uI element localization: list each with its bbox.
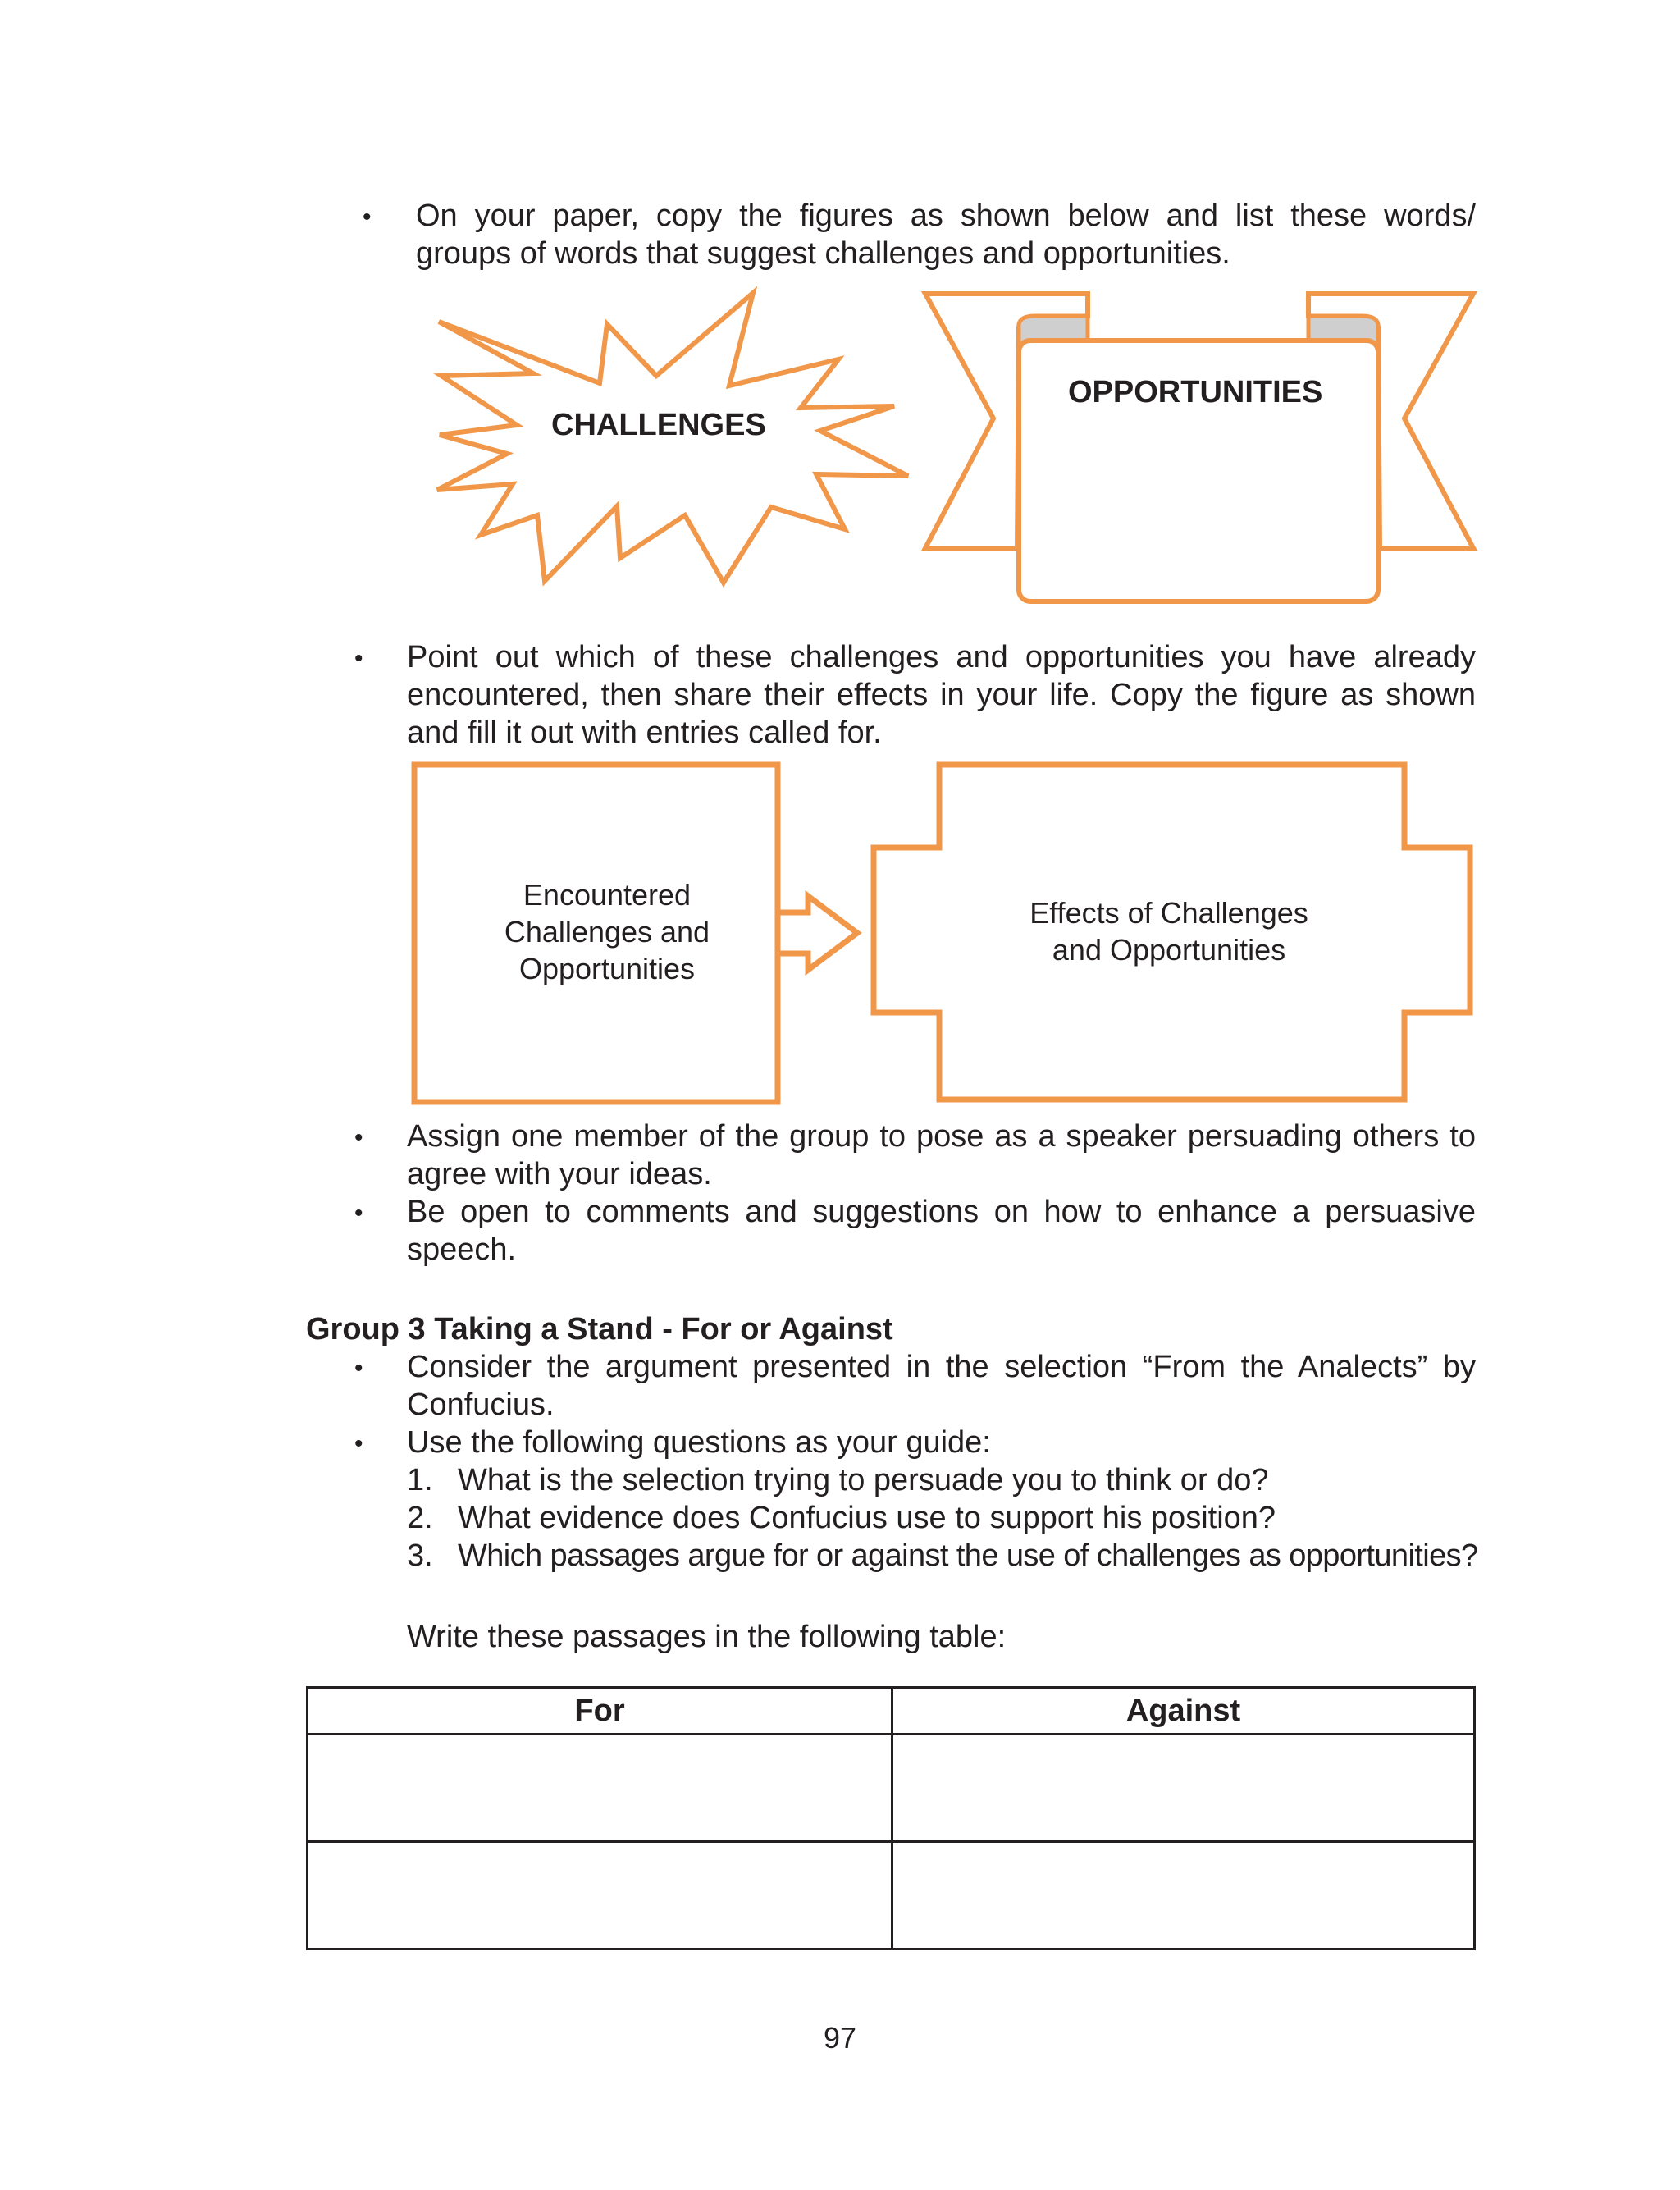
column-header-for: For bbox=[308, 1688, 892, 1735]
table-cell-for bbox=[308, 1735, 892, 1842]
table-cell-against bbox=[892, 1842, 1475, 1950]
bullet-marker: • bbox=[363, 203, 372, 231]
effects-box-label: Effects of Challenges and Opportunities bbox=[1029, 896, 1308, 967]
instruction-assign-speaker: Assign one member of the group to pose as a speaker persuading others to agree with your ideas. bbox=[407, 1119, 1476, 1191]
question-text: What is the selection trying to persuade you to think or do? bbox=[458, 1463, 1269, 1497]
bullet-marker: • bbox=[354, 645, 363, 672]
column-header-against: Against bbox=[892, 1688, 1475, 1735]
question-number: 2. bbox=[407, 1501, 433, 1535]
instruction-point-out: Point out which of these challenges and opportunities you have already encountered, then share their effects in your life. Copy the figure as shown and fill it out with entries called for. bbox=[407, 640, 1476, 750]
bullet-marker: • bbox=[354, 1430, 363, 1457]
encountered-box-label: Encountered Challenges and Opportunities bbox=[504, 878, 710, 985]
instruction-be-open: Be open to comments and suggestions on how to enhance a persuasive speech. bbox=[407, 1195, 1476, 1267]
for-against-table bbox=[306, 1686, 1476, 1950]
instruction-use-questions: Use the following questions as your guide: bbox=[407, 1425, 991, 1460]
question-text: What evidence does Confucius use to support his position? bbox=[458, 1501, 1276, 1535]
question-number: 3. bbox=[407, 1538, 433, 1573]
table-row bbox=[308, 1842, 1475, 1950]
table-row bbox=[308, 1735, 1475, 1842]
group3-heading: Group 3 Taking a Stand - For or Against bbox=[306, 1312, 893, 1346]
challenges-label: CHALLENGES bbox=[551, 408, 766, 442]
arrow-connector bbox=[778, 896, 857, 970]
page-number: 97 bbox=[823, 2021, 857, 2055]
instruction-copy-figures: On your paper, copy the figures as shown below and list these words/ groups of words that suggest challenges and opportunities. bbox=[416, 199, 1476, 271]
bullet-marker: • bbox=[354, 1124, 363, 1151]
question-text: Which passages argue for or against the use of challenges as opportunities? bbox=[458, 1538, 1478, 1573]
bullet-marker: • bbox=[354, 1200, 363, 1227]
table-intro: Write these passages in the following table: bbox=[407, 1620, 1007, 1654]
table-cell-for bbox=[308, 1842, 892, 1950]
question-number: 1. bbox=[407, 1463, 433, 1497]
instruction-consider-argument: Consider the argument presented in the selection “From the Analects” by Confucius. bbox=[407, 1350, 1476, 1422]
opportunities-label: OPPORTUNITIES bbox=[1068, 375, 1323, 409]
bullet-marker: • bbox=[354, 1355, 363, 1382]
table-header-row bbox=[308, 1688, 1475, 1735]
table-cell-against bbox=[892, 1735, 1475, 1842]
